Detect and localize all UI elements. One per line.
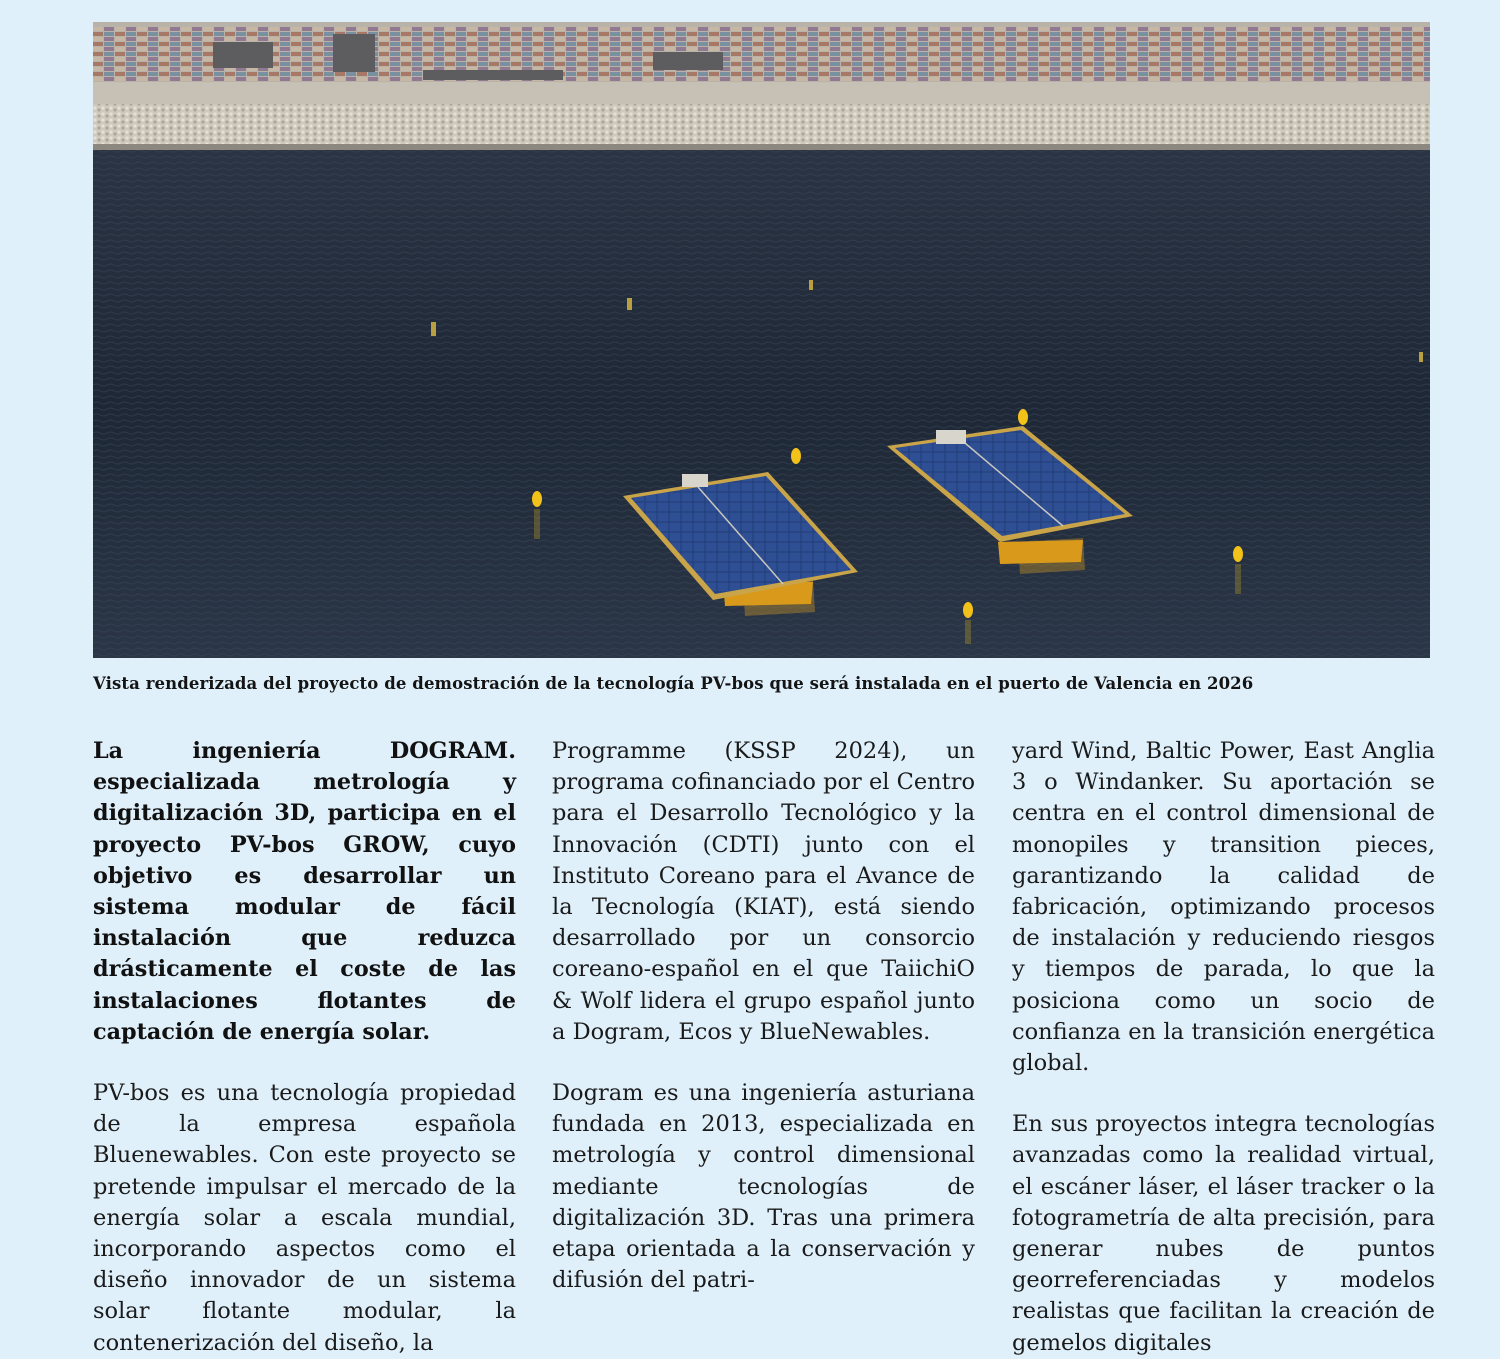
body-paragraph: yard Wind, Baltic Power, East Anglia 3 o Windanker. Su aportación se centra en el control dimensional de monopiles y transition pieces, garantizando la calidad de fabricación, optimizando procesos de instalación y reduciendo riesgos y tiempos de parada, lo que la posiciona como un socio de confianza en la transición energética global. (1012, 738, 1435, 1077)
body-paragraph: PV-bos es una tecnología propiedad de la empresa española Bluenewables. Con este proyecto se pretende impulsar el mercado de la energía solar a escala mundial, incorporando aspectos como el diseño innovador de un sistema solar flotante modular, la contenerización del diseño, la (93, 1080, 516, 1356)
body-paragraph: En sus proyectos integra tecnologías avanzadas como la realidad virtual, el escáner láser, el láser tracker o la fotogrametría de alta precisión, para generar nubes de puntos georreferenciadas y modelos realistas que facilitan la creación de gemelos digitales (1012, 1111, 1435, 1356)
figure-caption: Vista renderizada del proyecto de demostración de la tecnología PV-bos que será instalada en el puerto de Valencia en 2026 (93, 674, 1254, 693)
article-photo (93, 22, 1430, 658)
column-1 (93, 736, 516, 1359)
column-3 (1012, 736, 1435, 1359)
body-paragraph: Dogram es una ingeniería asturiana fundada en 2013, especializada en metrología y control dimensional mediante tecnologías de digitalización 3D. Tras una primera etapa orientada a la conservación y difusión del patri- (552, 1080, 975, 1294)
column-2 (552, 736, 975, 1296)
floating-solar-render-image (93, 22, 1430, 658)
lead-paragraph: La ingeniería DOGRAM. especializada metrología y digitalización 3D, participa en el proyecto PV-bos GROW, cuyo objetivo es desarrollar un sistema modular de fácil instalación que reduzca drásticamente el coste de las instalaciones flotantes de captación de energía solar. (93, 738, 516, 1045)
body-paragraph: Programme (KSSP 2024), un programa cofinanciado por el Centro para el Desarrollo Tecnológico y la Innovación (CDTI) junto con el Instituto Coreano para el Avance de la Tecnología (KIAT), está siendo desarrollado por un consorcio coreano-español en el que TaiichiO & Wolf lidera el grupo español junto a Dogram, Ecos y BlueNewables. (552, 738, 975, 1045)
